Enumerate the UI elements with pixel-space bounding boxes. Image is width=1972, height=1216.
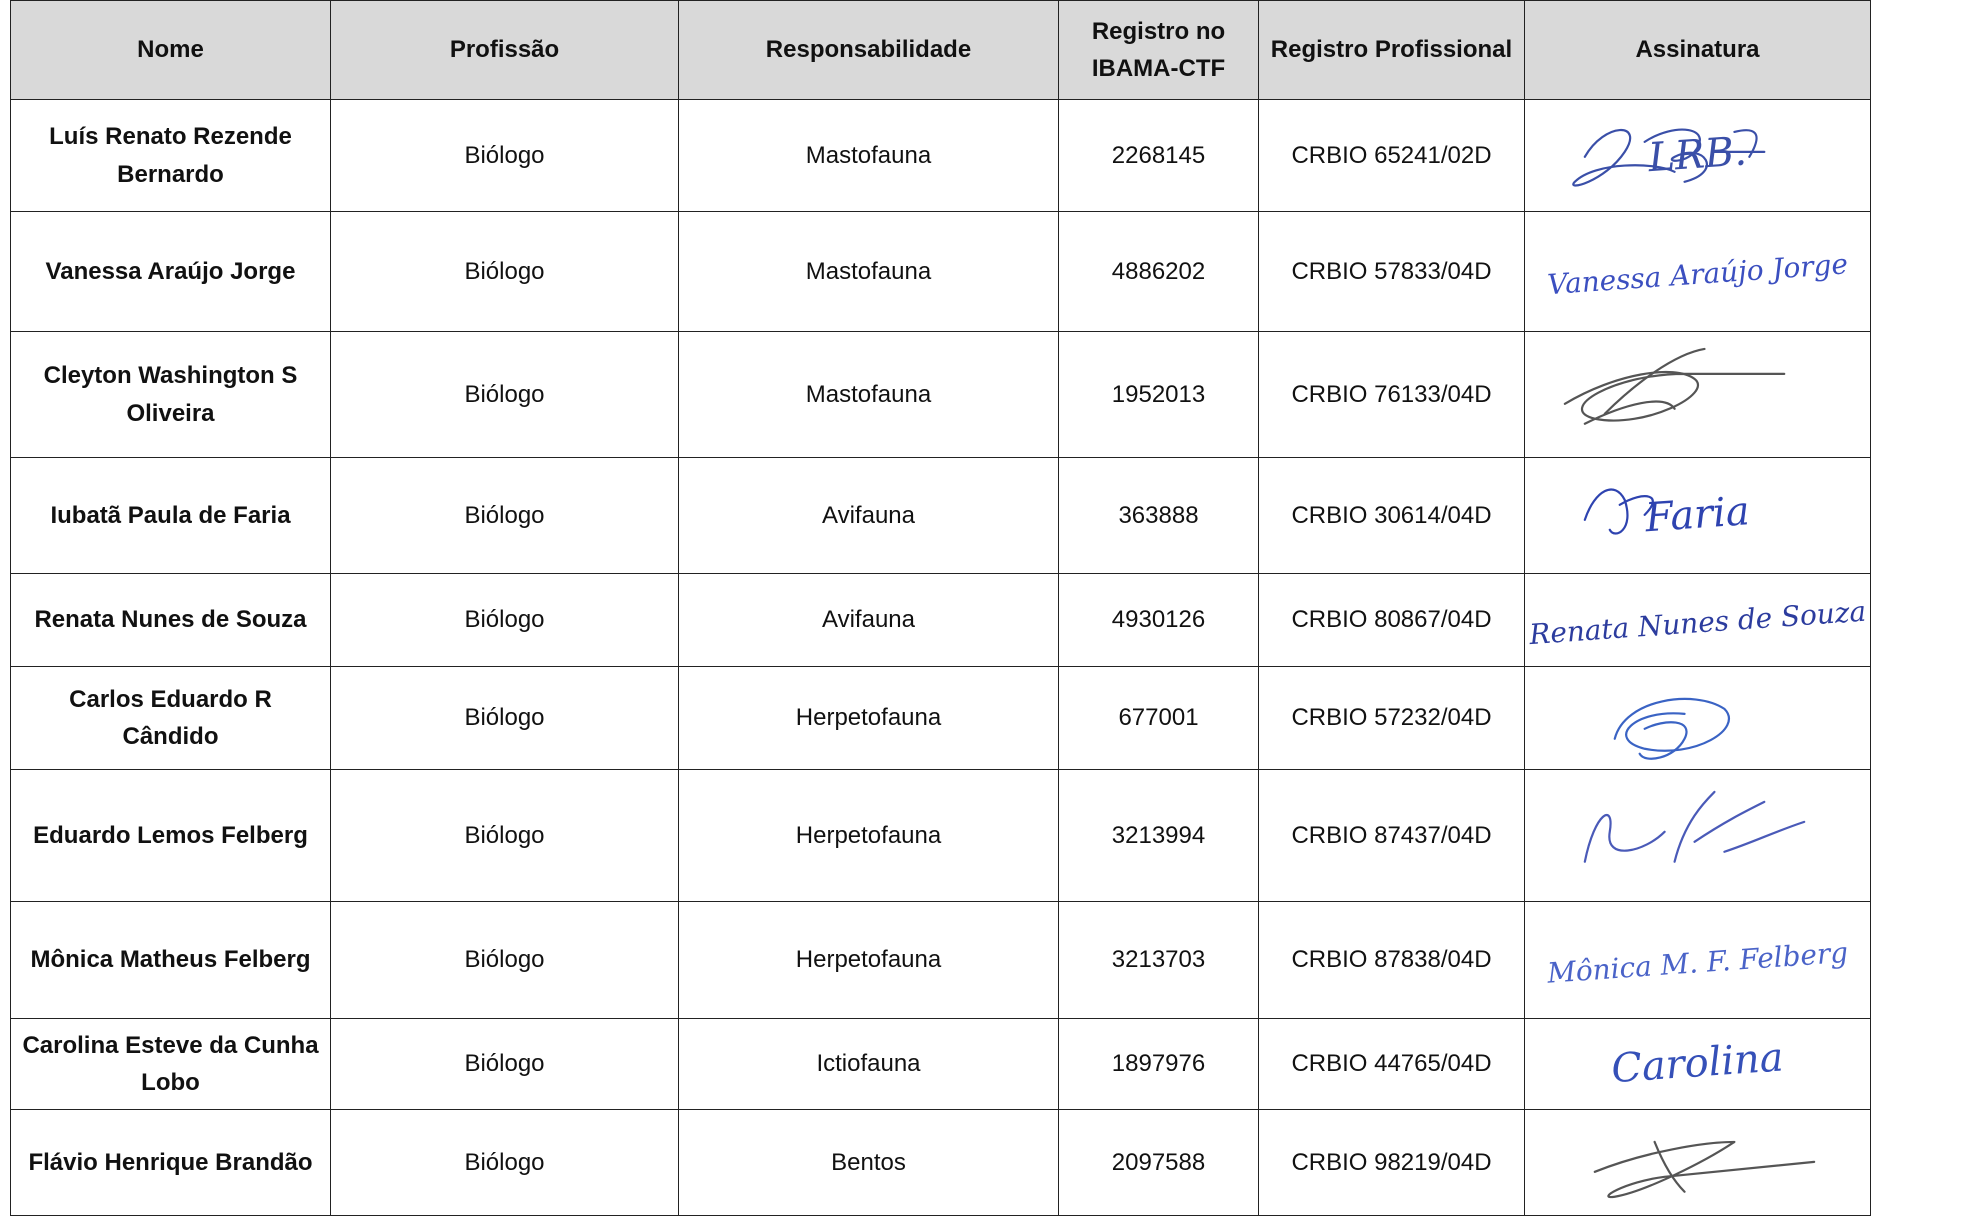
signature-stroke [1724, 822, 1804, 852]
cell-registro-profissional: CRBIO 87838/04D [1259, 902, 1525, 1019]
signature-stroke [1605, 349, 1705, 414]
cell-assinatura [1525, 1110, 1871, 1216]
cell-nome: Flávio Henrique Brandão [11, 1110, 331, 1216]
cell-registro-profissional: CRBIO 80867/04D [1259, 574, 1525, 667]
header-registro-ibama: Registro no IBAMA-CTF [1059, 1, 1259, 100]
cell-responsabilidade: Herpetofauna [679, 770, 1059, 902]
signature-image [1525, 334, 1870, 456]
signature-image [1525, 576, 1870, 665]
signature-stroke [1585, 815, 1665, 862]
header-row [11, 1, 1871, 100]
cell-nome: Carlos Eduardo R Cândido [11, 667, 331, 770]
table-body [11, 100, 1871, 1216]
signature-image [1525, 460, 1870, 572]
professionals-table [10, 0, 1871, 1216]
cell-assinatura [1525, 770, 1871, 902]
cell-assinatura [1525, 332, 1871, 458]
cell-nome: Eduardo Lemos Felberg [11, 770, 331, 902]
cell-profissao: Biólogo [331, 902, 679, 1019]
signature-stroke [1595, 1142, 1814, 1197]
cell-nome: Mônica Matheus Felberg [11, 902, 331, 1019]
cell-profissao: Biólogo [331, 100, 679, 212]
cell-responsabilidade: Herpetofauna [679, 667, 1059, 770]
signature-image [1525, 102, 1870, 210]
cell-assinatura [1525, 574, 1871, 667]
signature-stroke [1565, 372, 1784, 421]
table-row [11, 667, 1871, 770]
cell-registro-profissional: CRBIO 44765/04D [1259, 1019, 1525, 1110]
cell-responsabilidade: Mastofauna [679, 332, 1059, 458]
cell-registro-ibama: 2097588 [1059, 1110, 1259, 1216]
cell-registro-ibama: 3213703 [1059, 902, 1259, 1019]
cell-responsabilidade: Mastofauna [679, 212, 1059, 332]
header-registro-profissional: Registro Profissional [1259, 1, 1525, 100]
signature-stroke [1615, 699, 1729, 751]
cell-profissao: Biólogo [331, 667, 679, 770]
header-profissao: Profissão [331, 1, 679, 100]
cell-profissao: Biólogo [331, 574, 679, 667]
cell-profissao: Biólogo [331, 332, 679, 458]
cell-responsabilidade: Avifauna [679, 458, 1059, 574]
table-row [11, 100, 1871, 212]
signature-stroke [1585, 489, 1628, 533]
signature-stroke [1675, 792, 1765, 862]
cell-registro-ibama: 4930126 [1059, 574, 1259, 667]
signature-image [1525, 772, 1870, 900]
cell-registro-ibama: 1897976 [1059, 1019, 1259, 1110]
header-nome: Nome [11, 1, 331, 100]
cell-profissao: Biólogo [331, 212, 679, 332]
signature-handwriting: LRB. [1646, 128, 1749, 181]
signature-handwriting: Renata Nunes de Souza [1528, 594, 1868, 651]
cell-nome: Luís Renato Rezende Bernardo [11, 100, 331, 212]
table-header [11, 1, 1871, 100]
cell-registro-ibama: 4886202 [1059, 212, 1259, 332]
professionals-table-container [10, 0, 1871, 1216]
cell-registro-ibama: 2268145 [1059, 100, 1259, 212]
table-row [11, 1019, 1871, 1110]
signature-handwriting: Vanessa Araújo Jorge [1546, 246, 1849, 301]
signature-image [1525, 669, 1870, 768]
cell-assinatura [1525, 1019, 1871, 1110]
cell-registro-ibama: 363888 [1059, 458, 1259, 574]
cell-registro-profissional: CRBIO 98219/04D [1259, 1110, 1525, 1216]
cell-assinatura [1525, 667, 1871, 770]
cell-assinatura [1525, 458, 1871, 574]
cell-nome: Iubatã Paula de Faria [11, 458, 331, 574]
cell-responsabilidade: Bentos [679, 1110, 1059, 1216]
table-row [11, 770, 1871, 902]
signature-handwriting: Mônica M. F. Felberg [1546, 935, 1850, 990]
cell-registro-profissional: CRBIO 57232/04D [1259, 667, 1525, 770]
table-row [11, 458, 1871, 574]
signature-image [1525, 904, 1870, 1017]
cell-registro-profissional: CRBIO 65241/02D [1259, 100, 1525, 212]
table-row [11, 212, 1871, 332]
cell-profissao: Biólogo [331, 770, 679, 902]
cell-nome: Cleyton Washington S Oliveira [11, 332, 331, 458]
cell-nome: Renata Nunes de Souza [11, 574, 331, 667]
header-assinatura: Assinatura [1525, 1, 1871, 100]
cell-registro-profissional: CRBIO 87437/04D [1259, 770, 1525, 902]
signature-image [1525, 1112, 1870, 1214]
cell-assinatura [1525, 212, 1871, 332]
signature-image [1525, 214, 1870, 330]
signature-handwriting: Carolina [1609, 1034, 1785, 1092]
cell-registro-ibama: 1952013 [1059, 332, 1259, 458]
cell-profissao: Biólogo [331, 1019, 679, 1110]
signature-handwriting: Faria [1643, 487, 1752, 542]
cell-assinatura [1525, 902, 1871, 1019]
cell-registro-profissional: CRBIO 57833/04D [1259, 212, 1525, 332]
cell-registro-profissional: CRBIO 76133/04D [1259, 332, 1525, 458]
signature-stroke [1640, 722, 1687, 758]
header-responsabilidade: Responsabilidade [679, 1, 1059, 100]
cell-responsabilidade: Herpetofauna [679, 902, 1059, 1019]
cell-registro-ibama: 3213994 [1059, 770, 1259, 902]
table-row [11, 1110, 1871, 1216]
cell-assinatura [1525, 100, 1871, 212]
cell-responsabilidade: Mastofauna [679, 100, 1059, 212]
cell-profissao: Biólogo [331, 458, 679, 574]
table-row [11, 574, 1871, 667]
cell-nome: Vanessa Araújo Jorge [11, 212, 331, 332]
cell-registro-profissional: CRBIO 30614/04D [1259, 458, 1525, 574]
signature-image [1525, 1021, 1870, 1108]
table-row [11, 332, 1871, 458]
cell-profissao: Biólogo [331, 1110, 679, 1216]
cell-responsabilidade: Ictiofauna [679, 1019, 1059, 1110]
cell-responsabilidade: Avifauna [679, 574, 1059, 667]
table-row [11, 902, 1871, 1019]
cell-registro-ibama: 677001 [1059, 667, 1259, 770]
cell-nome: Carolina Esteve da Cunha Lobo [11, 1019, 331, 1110]
